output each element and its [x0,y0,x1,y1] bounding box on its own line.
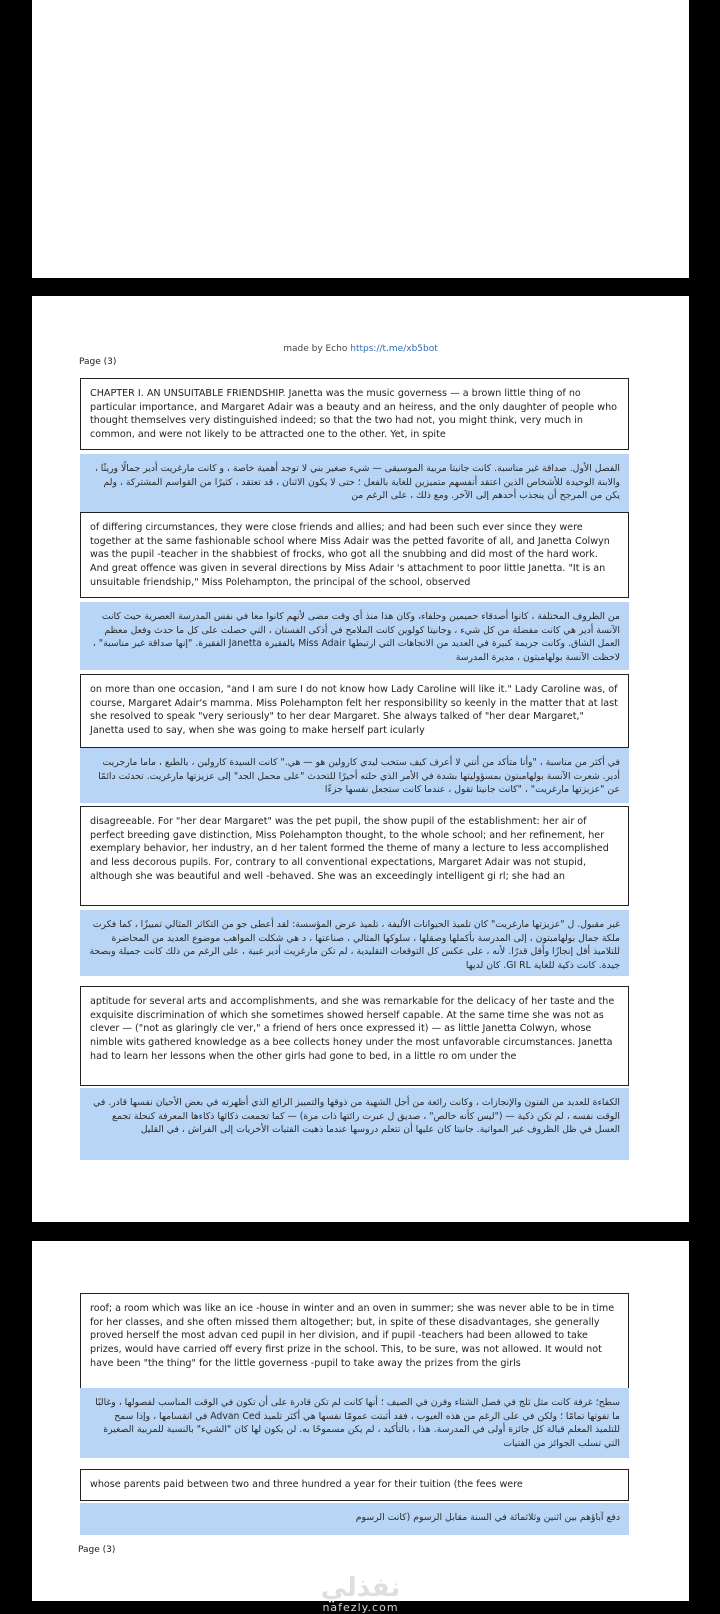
english-paragraph-7: whose parents paid between two and three hundred a year for their tuition (the fees were [80,1469,629,1501]
english-paragraph-6: roof; a room which was like an ice -house in winter and an oven in summer; she was never able to be in time for her classes, and she often missed them altogether; but, in spite of these disadvantages, she generally proved herself the most advan ced pupil in her division, and if pupil -teachers had been allowed to take prizes, would have carried off every first prize in the school. This, to be sure, was not allowed. It would not have been "the thing" for the little governess -pupil to take away the prizes from the girls [80,1293,629,1389]
english-paragraph-4: disagreeable. For "her dear Margaret" was the pet pupil, the show pupil of the establishment: her air of perfect breeding gave distinction, Miss Polehampton thought, to the whole school; and her refinement, her exemplary behavior, her industry, an d her talent formed the theme of many a lecture to less accomplished and less decorous pupils. For, contrary to all conventional expectations, Margaret Adair was not stupid, although she was beautiful and well -behaved. She was an exceedingly intelligent gi rl; she had an [80,806,629,906]
arabic-paragraph-3: في أكثر من مناسبة ، "وأنا متأكد من أنني لا أعرف كيف ستحب ليدي كارولين هو — هي." كانت السيدة كارولين ، بالطبع ، ماما مارجريت أدير. شعرت الآنسة بولهامبتون بمسؤوليتها بشدة في الأمر الذي حلته أخيرًا للتحدث "على محمل الجد" إلى عزيزتها مارغريت. تحدثت دائمًا عن "عزيزتها مارغريت" ، "كانت جانيتا تقول ، عندما كانت ستجعل نفسها جزءًا [80,748,629,803]
english-paragraph-3: on more than one occasion, "and I am sure I do not know how Lady Caroline will like it." Lady Caroline was, of course, Margaret Adair's mamma. Miss Polehampton felt her responsibility so keenly in the matter that at last she resolved to speak "very seriously" to her dear Margaret. She always talked of "her dear Margaret," Janetta used to say, when she was going to make herself part icularly [80,674,629,748]
page-number-label-bottom: Page (3) [78,1545,116,1555]
made-by-header [32,344,689,354]
page-number-label: Page (3) [79,357,117,367]
arabic-paragraph-4: غير مقبول. ل "عزيزتها مارغريت" كان تلميذ الحيوانات الأليفة ، تلميذ عرض المؤسسة: لقد أعطى جو من التكاثر المثالي تمييزًا ، كما فكرت ملكة جمال بولهامبتون ، إلى المدرسة بأكملها وصقلها ، سلوكها المثالي ، صناعتها ، د هي شكلت المواهب موضوع العديد من المحاضرة للتلاميذ أقل إنجازًا وأقل قدرًا. لأنه ، على عكس كل التوقعات التقليدية ، لم تكن مارغريت أدير غبية ، على الرغم من ذلك كانت جميلة وبصحة جيدة. كانت ذكية للغاية GI RL. كان لديها [80,910,629,976]
made-by-text: made by Echo [283,344,348,354]
english-paragraph-5: aptitude for several arts and accomplishments, and she was remarkable for the delicacy of her taste and the exquisite discrimination of which she sometimes showed herself capable. At the same time she was not as clever — ("not as glaringly cle ver," a friend of hers once expressed it) — as little Janetta Colwyn, whose nimble wits gathered knowledge as a bee collects honey under the most unfavorable circumstances. Janetta had to learn her lessons when the other girls had gone to bed, in a little ro om under the [80,986,629,1086]
watermark-arabic: نفذلي [320,1573,401,1603]
english-paragraph-2: of differing circumstances, they were close friends and allies; and had been such ever since they were together at the same fashionable school where Miss Adair was the petted favorite of all, and Janetta Colwyn was the pupil -teacher in the shabbiest of frocks, who got all the snubbing and did most of the hard work. And great offence was given in several directions by Miss Adair 's attachment to poor little Janetta. "It is an unsuitable friendship," Miss Polehampton, the principal of the school, observed [80,512,629,598]
document-page-2 [32,296,689,1222]
watermark-latin: nafezly.com [322,1601,399,1614]
english-paragraph-1: CHAPTER I. AN UNSUITABLE FRIENDSHIP. Janetta was the music governess — a brown little thing of no particular importance, and Margaret Adair was a beauty and an heiress, and the only daughter of people who thought themselves very distinguished indeed; so that the two had not, you might think, very much in common, and were not likely to be attracted one to the other. Yet, in spite [80,378,629,450]
nafezly-watermark [32,1575,689,1614]
arabic-paragraph-2: من الظروف المختلفة ، كانوا أصدقاء حميمين وحلفاء، وكان هذا منذ أي وقت مضى لأنهم كانوا معا في نفس المدرسة العصرية حيث كانت الآنسة أدير هي كانت مفضلة من كل شيء ، وجانيتا كولوين كانت الملامح في أذكى الفستان ، التي حصلت على كل ما حدث وفعل معظم العمل الشاق. وكانت جريمة كبيرة في العديد من الاتجاهات التي ارتبطها Miss Adair بالفقيرة Janetta الفقيرة. "إنها صداقة غير مناسبة" ، لاحظت الآنسة بولهامبتون ، مديرة المدرسة [80,602,629,670]
document-page-3 [32,1241,689,1614]
arabic-paragraph-1: الفصل الأول. صداقة غير مناسبة. كانت جانيتا مربية الموسيقى — شيء صغير بني لا توجد أهمية خاصة ، و كانت مارغريت أدير جمالًا وريثًا ، والابنة الوحيدة للأشخاص الذين اعتقد أنفسهم متميزين للغاية بالفعل ؛ حتى لا يكون الاثنان ، قد تعتقد ، كثيرًا من القواسم المشتركة ، ولم يكن من المرجح أن ينجذب أحدهم إلى الآخر. ومع ذلك ، على الرغم من [80,454,629,513]
arabic-paragraph-6: سطح؛ غرفة كانت مثل ثلج في فصل الشتاء وفرن في الصيف ؛ أنها كانت لم تكن قادرة على أن تكون في الوقت المناسب لفصولها ، وغالبًا ما تفوتها تمامًا ؛ ولكن في على الرغم من هذه العيوب ، فقد أثبتت عمومًا نفسها هي أكثر تلميذ Advan Ced في انقسامها ، وإذا سمح للتلميذ المعلم قبالة كل جائزة أولى في المدرسة. هذا ، بالتأكيد ، لم يكن مسموحًا به. لن يكون لها كان "الشيء" بالنسبة للمربية الصغيرة التي تسلب الجوائز من الفتيات [80,1388,629,1458]
made-by-link[interactable]: https://t.me/xb5bot [350,344,438,354]
arabic-paragraph-7: دفع آباؤهم بين اثنين وثلاثمائة في السنة مقابل الرسوم (كانت الرسوم [80,1503,629,1535]
document-page-1 [32,0,689,278]
arabic-paragraph-5: الكفاءة للعديد من الفنون والإنجازات ، وكانت رائعة من أجل الشهية من ذوقها والتمييز الرائع الذي أظهرته في بعض الأحيان نفسها قادر. في الوقت نفسه ، لم تكن ذكية — ("ليس كأنه خالص" ، صديق ل عبرت رائتها ذات مرة) — كما تجمعت ذكائها ذكاءها المعرفة كنحلة تجمع العسل في ظل الظروف غير المواتية. جانيتا كان عليها أن تتعلم دروسها عندما ذهبت الفتيات الأخريات إلى الفراش ، في القليل [80,1088,629,1160]
